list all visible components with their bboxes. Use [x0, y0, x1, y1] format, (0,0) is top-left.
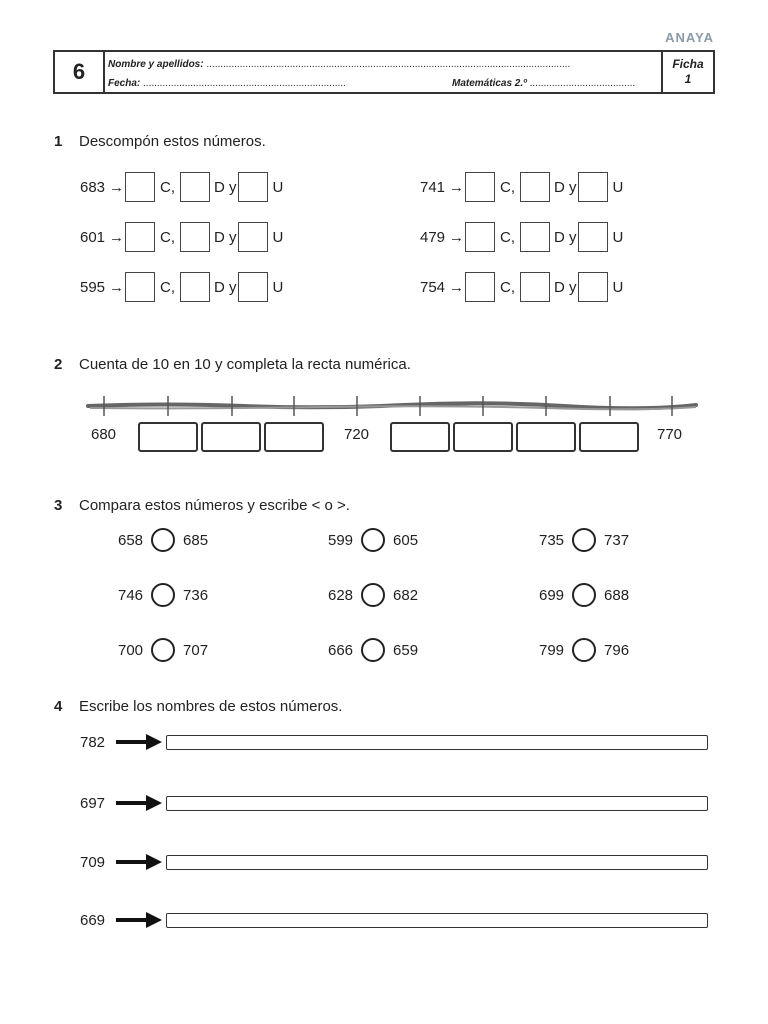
hundreds-box[interactable] [465, 272, 495, 302]
tens-box[interactable] [520, 272, 550, 302]
compare-right: 605 [393, 531, 419, 549]
decompose-number: 741 [420, 178, 446, 196]
compare-pair [118, 638, 208, 662]
arrow-icon: → [109, 278, 125, 296]
compare-circle[interactable] [572, 528, 596, 552]
compare-right: 737 [604, 531, 630, 549]
compare-pair [539, 528, 629, 552]
hundreds-box[interactable] [465, 172, 495, 202]
decompose-item [420, 222, 628, 252]
compare-circle[interactable] [151, 638, 175, 662]
q4-title [54, 698, 342, 715]
header-fields [103, 52, 663, 92]
q3-title [54, 497, 350, 514]
subject-group [452, 78, 635, 89]
arrow-right-icon [116, 853, 162, 871]
decompose-item [80, 272, 288, 302]
hundreds-label: C, [160, 178, 176, 196]
tens-box[interactable] [520, 222, 550, 252]
q1-text: Descompón estos números. [79, 133, 266, 150]
units-box[interactable] [238, 222, 268, 252]
tens-label: D y [214, 228, 237, 246]
compare-pair [328, 528, 418, 552]
compare-left: 799 [539, 641, 565, 659]
units-label: U [272, 278, 284, 296]
compare-right: 688 [604, 586, 630, 604]
q2-title [54, 356, 411, 373]
tens-box[interactable] [180, 172, 210, 202]
compare-right: 736 [183, 586, 209, 604]
hundreds-label: C, [500, 278, 516, 296]
decompose-item [420, 272, 628, 302]
hundreds-label: C, [160, 228, 176, 246]
tens-label: D y [554, 278, 577, 296]
tens-label: D y [554, 178, 577, 196]
arrow-icon: → [449, 278, 465, 296]
compare-circle[interactable] [361, 638, 385, 662]
compare-pair [328, 583, 418, 607]
q4-text: Escribe los nombres de estos números. [79, 698, 343, 715]
number-line-answer-box[interactable] [516, 422, 576, 452]
units-box[interactable] [238, 172, 268, 202]
name-write-field[interactable] [166, 913, 708, 928]
units-box[interactable] [578, 172, 608, 202]
compare-pair [328, 638, 418, 662]
ficha-number: 1 [684, 72, 692, 86]
compare-circle[interactable] [151, 583, 175, 607]
name-write-field[interactable] [166, 855, 708, 870]
units-label: U [272, 228, 284, 246]
number-line-answer-box[interactable] [579, 422, 639, 452]
hundreds-label: C, [500, 228, 516, 246]
decompose-number: 595 [80, 278, 106, 296]
compare-left: 658 [118, 531, 144, 549]
compare-left: 666 [328, 641, 354, 659]
number-line-end: 770 [657, 426, 683, 443]
compare-left: 699 [539, 586, 565, 604]
hundreds-box[interactable] [125, 172, 155, 202]
write-row [80, 853, 708, 871]
units-label: U [612, 228, 624, 246]
arrow-right-icon [116, 794, 162, 812]
sheet-number: 6 [55, 52, 105, 92]
compare-circle[interactable] [361, 583, 385, 607]
publisher-logo: ANAYA [665, 30, 714, 45]
write-row [80, 794, 708, 812]
name-write-field[interactable] [166, 796, 708, 811]
compare-pair [539, 583, 629, 607]
hundreds-label: C, [500, 178, 516, 196]
tens-label: D y [214, 178, 237, 196]
compare-right: 796 [604, 641, 630, 659]
decompose-number: 479 [420, 228, 446, 246]
units-label: U [272, 178, 284, 196]
compare-right: 685 [183, 531, 209, 549]
arrow-icon: → [449, 178, 465, 196]
write-number: 709 [80, 853, 106, 871]
tens-label: D y [554, 228, 577, 246]
tens-label: D y [214, 278, 237, 296]
compare-circle[interactable] [151, 528, 175, 552]
name-write-field[interactable] [166, 735, 708, 750]
number-line-start: 680 [91, 426, 117, 443]
compare-right: 682 [393, 586, 419, 604]
number-line-answer-box[interactable] [201, 422, 261, 452]
number-line-middle: 720 [344, 426, 370, 443]
hundreds-box[interactable] [465, 222, 495, 252]
q1-number: 1 [54, 133, 63, 150]
compare-left: 599 [328, 531, 354, 549]
arrow-icon: → [449, 228, 465, 246]
decompose-item [80, 222, 288, 252]
decompose-number: 754 [420, 278, 446, 296]
arrow-right-icon [116, 733, 162, 751]
arrow-right-icon [116, 911, 162, 929]
write-row [80, 911, 708, 929]
compare-circle[interactable] [572, 583, 596, 607]
date-label: Fecha: [108, 78, 141, 89]
name-label: Nombre y apellidos: [108, 59, 204, 70]
date-field[interactable]: ......................................................................... [143, 78, 346, 89]
worksheet-header [53, 50, 715, 94]
q2-number: 2 [54, 356, 63, 373]
compare-left: 746 [118, 586, 144, 604]
hundreds-box[interactable] [125, 272, 155, 302]
number-line-answer-box[interactable] [138, 422, 198, 452]
tens-box[interactable] [520, 172, 550, 202]
number-line-answer-box[interactable] [264, 422, 324, 452]
decompose-item [420, 172, 628, 202]
units-label: U [612, 278, 624, 296]
write-number: 782 [80, 733, 106, 751]
subject-label: Matemáticas 2.º [452, 78, 527, 89]
compare-left: 735 [539, 531, 565, 549]
compare-left: 700 [118, 641, 144, 659]
q3-text: Compara estos números y escribe < o >. [79, 497, 350, 514]
ficha-label: Ficha [672, 57, 704, 71]
compare-left: 628 [328, 586, 354, 604]
number-line [84, 392, 704, 422]
q2-text: Cuenta de 10 en 10 y completa la recta numérica. [79, 356, 411, 373]
tens-box[interactable] [180, 222, 210, 252]
write-row [80, 733, 708, 751]
number-line-answer-box[interactable] [390, 422, 450, 452]
units-box[interactable] [578, 272, 608, 302]
compare-circle[interactable] [361, 528, 385, 552]
number-line-answer-box[interactable] [453, 422, 513, 452]
hundreds-box[interactable] [125, 222, 155, 252]
compare-right: 659 [393, 641, 419, 659]
name-row [108, 59, 570, 70]
compare-right: 707 [183, 641, 209, 659]
tens-box[interactable] [180, 272, 210, 302]
decompose-number: 601 [80, 228, 106, 246]
write-number: 669 [80, 911, 106, 929]
compare-pair [539, 638, 629, 662]
decompose-item [80, 172, 288, 202]
write-number: 697 [80, 794, 106, 812]
decompose-number: 683 [80, 178, 106, 196]
units-box[interactable] [578, 222, 608, 252]
arrow-icon: → [109, 178, 125, 196]
q4-number: 4 [54, 698, 63, 715]
arrow-icon: → [109, 228, 125, 246]
compare-circle[interactable] [572, 638, 596, 662]
q3-number: 3 [54, 497, 63, 514]
subject-field[interactable]: ...................................... [529, 78, 636, 89]
compare-pair [118, 528, 208, 552]
q1-title [54, 133, 266, 150]
hundreds-label: C, [160, 278, 176, 296]
name-field[interactable]: ................................................................................................................................... [206, 59, 571, 70]
compare-pair [118, 583, 208, 607]
date-row [108, 78, 658, 89]
units-box[interactable] [238, 272, 268, 302]
units-label: U [612, 178, 624, 196]
ficha-cell [661, 52, 713, 92]
